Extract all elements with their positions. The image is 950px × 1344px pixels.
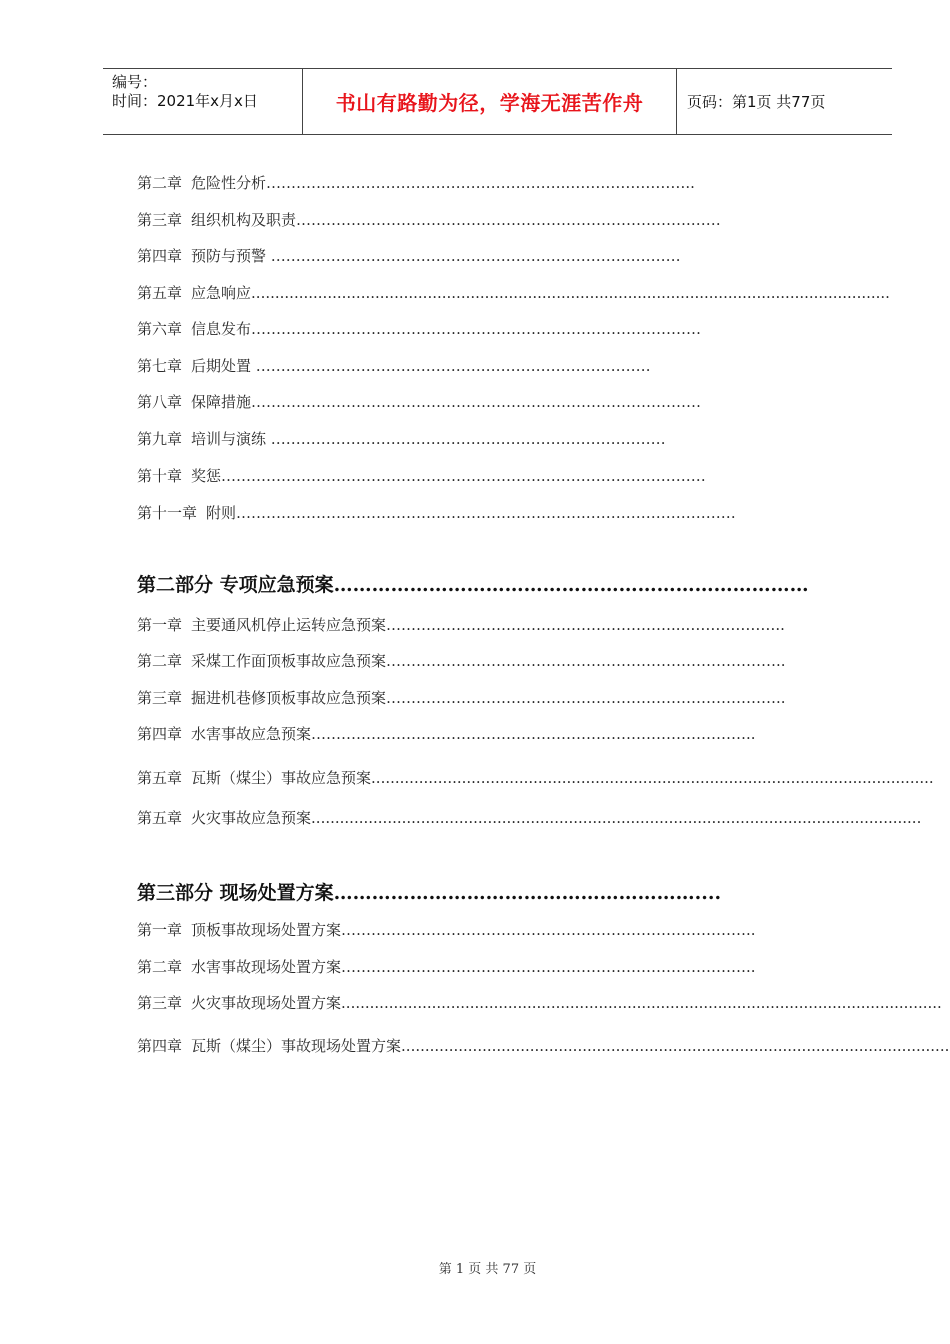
toc-entry-leader: ………………………………………………………………………………: [251, 393, 702, 411]
toc-entry-number: 第四章: [137, 725, 183, 743]
toc-entry-number: 第五章: [137, 769, 183, 787]
toc-entry-number: 第四章: [137, 247, 183, 265]
toc-entry-title: 主要通风机停止运转应急预案: [191, 616, 387, 634]
toc-entry-leader: ………………………………………………………………………..: [341, 921, 756, 939]
toc-entry-leader: ...................................................................................................................: [401, 1037, 950, 1055]
toc-entry-leader: ……………………………………………………………………………..: [311, 725, 756, 743]
toc-entry[interactable]: [137, 391, 815, 412]
toc-entry-title: 火灾事故应急预案: [191, 809, 312, 827]
toc-entry-leader: ……………………………………………………………………..: [386, 652, 786, 670]
toc-entry[interactable]: [137, 1035, 950, 1056]
toc-entry[interactable]: [137, 767, 934, 788]
toc-entry-number: 第八章: [137, 393, 183, 411]
toc-entry-leader: …………………………………………………………….…………………………: [236, 504, 736, 522]
toc-entry-title: 瓦斯（煤尘）事故应急预案: [191, 769, 372, 787]
toc-entry-title: 后期处置: [191, 357, 252, 375]
toc-entry-title: 应急响应: [191, 284, 252, 302]
toc-entry-number: 第一章: [137, 616, 183, 634]
toc-entry-leader: ……………………………………………………………………..: [386, 689, 786, 707]
header-page-code: 页码：第1页 共77页: [687, 93, 826, 111]
toc-entry[interactable]: [137, 687, 841, 708]
toc-entry[interactable]: [137, 502, 819, 523]
toc-entry[interactable]: [137, 465, 819, 486]
toc-entry[interactable]: [137, 355, 811, 376]
toc-entry[interactable]: [137, 428, 811, 449]
toc-entry-number: 第十章: [137, 467, 183, 485]
toc-entry[interactable]: [137, 245, 815, 266]
toc-entry-title: 信息发布: [191, 320, 252, 338]
toc-entry-leader: …………………………………………………………………….……: [296, 211, 721, 229]
header-meta-cell: [103, 69, 303, 134]
toc-entry-number: 第五章: [137, 809, 183, 827]
toc-entry-number: 第三章: [137, 994, 183, 1012]
toc-entry-title: 水害事故现场处置方案: [191, 958, 342, 976]
toc-entry-leader: ………………………………………………………………………………: [251, 320, 702, 338]
toc-entry-number: 第十一章: [137, 504, 198, 522]
toc-entry-leader: …………..……………………………………….……………………..: [266, 174, 695, 192]
toc-entry[interactable]: [137, 956, 825, 977]
toc-entry[interactable]: [137, 807, 922, 828]
toc-entry-leader: …………………………………………………...………………..: [386, 616, 785, 634]
toc-entry[interactable]: [137, 919, 825, 940]
toc-entry[interactable]: [137, 282, 890, 303]
toc-entry-title: 组织机构及职责: [191, 211, 297, 229]
toc-entry[interactable]: [137, 723, 841, 744]
toc-entry-title: 掘进机巷修顶板事故应急预案: [191, 689, 387, 707]
toc-entry-leader: ………………………………………………………………………..: [341, 958, 756, 976]
header-number-label: 编号：: [112, 73, 158, 91]
toc-entry[interactable]: [137, 209, 819, 230]
document-header: [103, 68, 892, 135]
toc-entry-title: 预防与预警: [191, 247, 267, 265]
toc-part-heading-title: 第三部分 现场处置方案: [137, 882, 334, 904]
toc-entry-number: 第五章: [137, 284, 183, 302]
toc-entry-leader: ................................................................................................................................: [311, 809, 922, 827]
toc-entry-number: 第三章: [137, 689, 183, 707]
toc-entry-title: 附则: [206, 504, 237, 522]
toc-entry[interactable]: [137, 318, 815, 339]
toc-entry-number: 第二章: [137, 174, 183, 192]
toc-entry-leader: ......................................................................................................................................: [251, 284, 890, 302]
toc-part-heading[interactable]: [137, 878, 819, 905]
toc-entry-number: 第三章: [137, 211, 183, 229]
header-motto: 书山有路勤为径，学海无涯苦作舟: [303, 69, 677, 134]
toc-entry-title: 奖惩: [191, 467, 222, 485]
toc-part-heading[interactable]: [137, 570, 840, 597]
toc-entry[interactable]: [137, 650, 841, 671]
toc-entry-title: 水害事故应急预案: [191, 725, 312, 743]
toc-entry-leader: ……………………………………………………………….………: [266, 247, 681, 265]
toc-entry-number: 第九章: [137, 430, 183, 448]
toc-entry-number: 第七章: [137, 357, 183, 375]
toc-part-heading-title: 第二部分 专项应急预案: [137, 574, 334, 596]
toc-entry-title: 瓦斯（煤尘）事故现场处置方案: [191, 1037, 402, 1055]
toc-entry-title: 培训与演练: [191, 430, 267, 448]
toc-entry-title: 火灾事故现场处置方案: [191, 994, 342, 1012]
toc-entry[interactable]: [137, 992, 942, 1013]
toc-entry-number: 第六章: [137, 320, 183, 338]
toc-entry-number: 第四章: [137, 1037, 183, 1055]
toc-entry-number: 第一章: [137, 921, 183, 939]
toc-entry-leader: ……………………………………….……………………………: [251, 357, 651, 375]
toc-entry-title: 危险性分析: [191, 174, 267, 192]
toc-entry[interactable]: [137, 614, 837, 635]
toc-part-heading-leader: …………………………………………………....: [333, 882, 722, 904]
toc-entry-leader: ……………………………………….……………………………: [266, 430, 666, 448]
toc-entry-leader: ……………………………………………………….……………………………: [221, 467, 706, 485]
toc-entry-leader: ......................................................................................................................: [371, 769, 934, 787]
toc-entry-title: 保障措施: [191, 393, 252, 411]
toc-entry-title: 采煤工作面顶板事故应急预案: [191, 652, 387, 670]
page-footer: 第 1 页 共 77 页: [438, 1262, 537, 1277]
toc-part-heading-leader: …………………………………………………………………: [333, 574, 809, 596]
toc-entry-leader: ..............................................................................................................................: [341, 994, 942, 1012]
header-time-label: 时间：2021年x月x日: [112, 92, 258, 110]
toc-entry-title: 顶板事故现场处置方案: [191, 921, 342, 939]
toc-entry-number: 第二章: [137, 652, 183, 670]
toc-entry[interactable]: [137, 172, 827, 193]
toc-entry-number: 第二章: [137, 958, 183, 976]
